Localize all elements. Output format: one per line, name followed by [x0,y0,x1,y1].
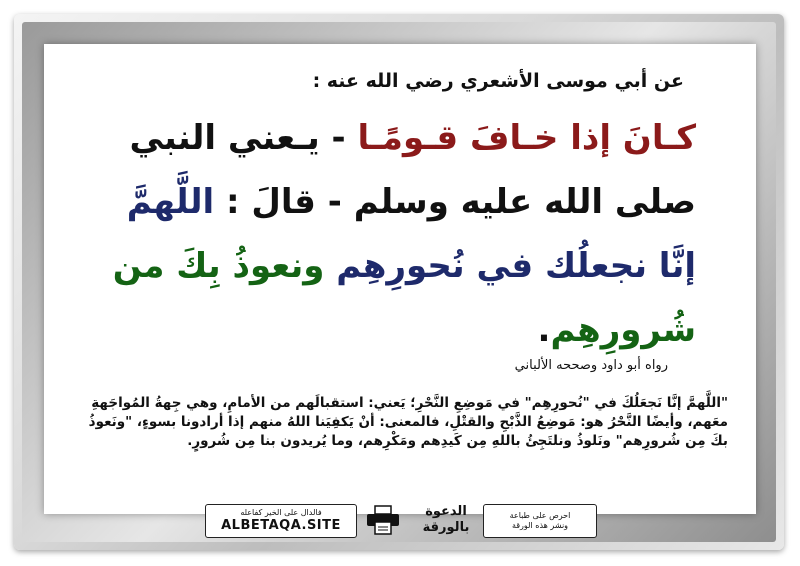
hadith-text [84,106,696,362]
site-link[interactable]: ALBETAQA.SITE [221,518,341,533]
explanation-text: "اللَّهمَّ إنَّا نَجعَلُكَ في "نُحورِهِم" في مَوضِعِ النَّحْرِ؛ يَعني: استقبالَهم من الأمامِ، وهي جِهةُ المُواجَهةِ معَهم، وأيضًا النَّحْرُ هو: مَوضِعُ الذَّبْحِ والقتْلِ، فالمعنى: أنْ يَكفِيَنا اللهُ منهم إذا أرادونا بسوءٍ، "ونَعوذُ بكَ مِن شُرورِهم" ونَلوذُ ونلتَجِئُ باللهِ مِن كَيدِهم ومَكْرِهم، وما يُريدون بنا مِن شُرورٍ. [88,395,728,449]
footer-bar [205,500,597,540]
hadith-black-part: - يـعني النبي صلى الله عليه وسلم - قالَ : [129,118,696,222]
hadith-green-part: ونعوذُ بِكَ من شُرورِهِم [112,246,696,350]
printer-icon [363,504,403,536]
print-reminder-line-2: ونشر هذه الورقة [511,521,569,530]
logo-line-2: بالورقة [422,520,470,535]
logo-line-1: الدعوة [425,504,467,519]
footer-motto: فالدال على الخير كفاعله [240,508,322,517]
intro-text: عن أبي موسى الأشعري رضي الله عنه : [312,70,684,92]
print-reminder-line-1: احرص على طباعة [509,511,571,520]
hadith-end: . [537,310,551,350]
narrator-text: رواه أبو داود وصححه الألباني [514,358,668,373]
dawa-logo [411,500,481,540]
hadith-red-part: كـانَ إذا خـافَ قـومًـا [357,118,696,158]
content-card [44,44,756,514]
hadith-blue-part: اللَّهمَّ إنَّا نجعلُك في نُحورِهِم [126,182,696,286]
site-box [205,504,357,538]
print-reminder-box [483,504,597,538]
